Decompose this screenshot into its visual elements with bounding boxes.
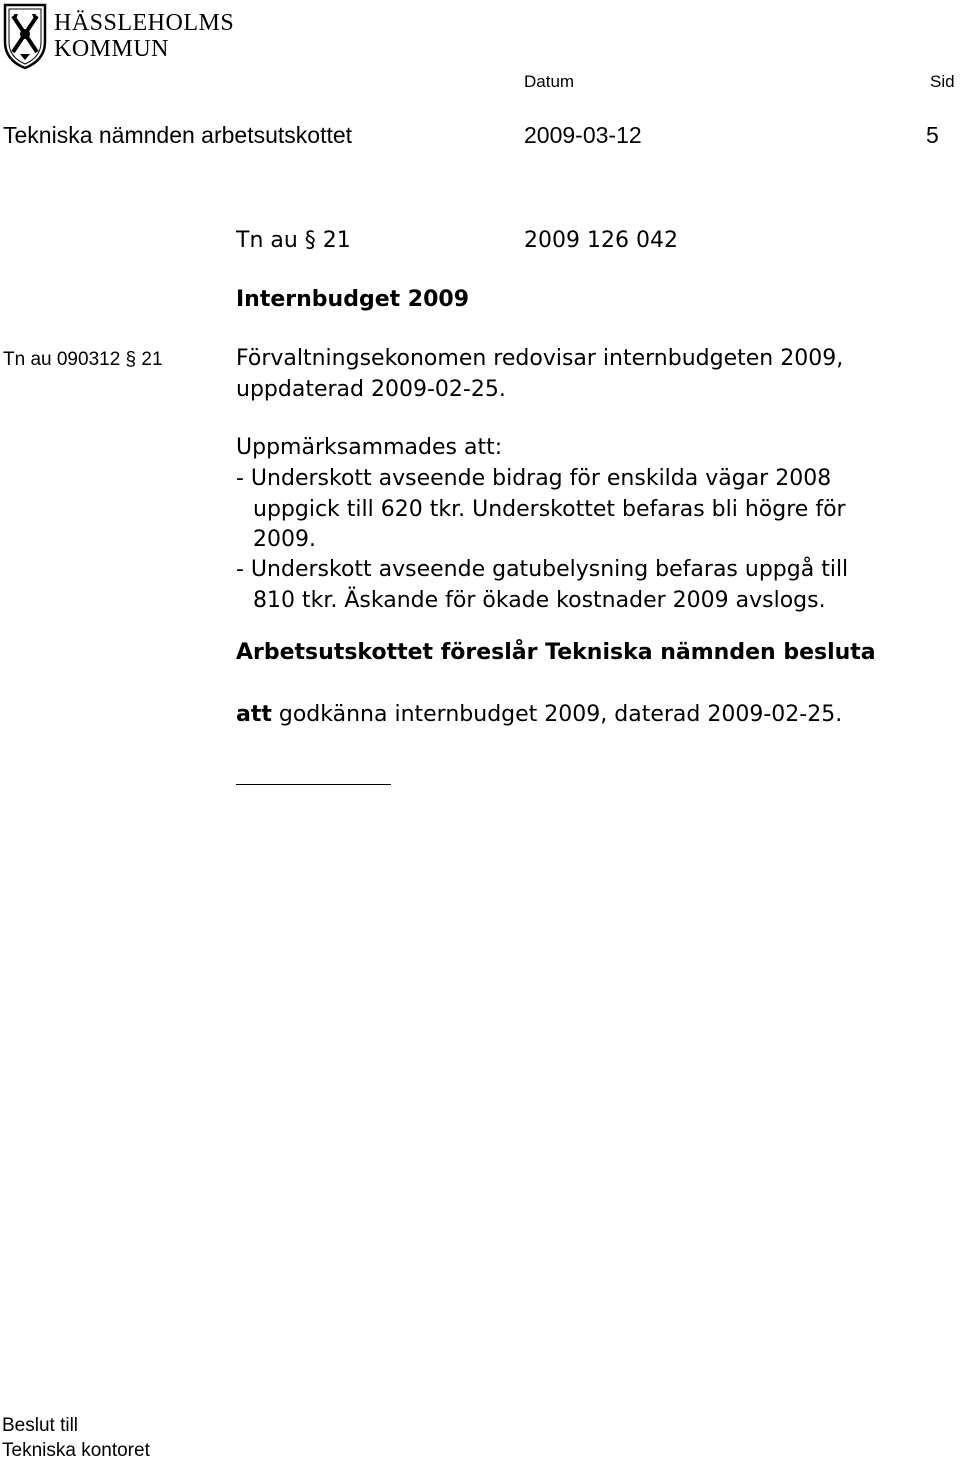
margin-reference: Tn au 090312 § 21 (3, 349, 163, 370)
separator-rule (236, 784, 391, 785)
noted-line: uppgick till 620 tkr. Underskottet befaras bli högre för (253, 497, 846, 522)
logo-line-1: HÄSSLEHOLMS (54, 10, 235, 36)
committee-name: Tekniska nämnden arbetsutskottet (3, 122, 353, 148)
logo-line-2: KOMMUN (54, 36, 170, 62)
distribution-line-2: Tekniska kontoret (2, 1440, 150, 1461)
intro-line-2: uppdaterad 2009-02-25. (236, 377, 506, 402)
decision-line (236, 702, 842, 727)
page-number: 5 (926, 122, 939, 148)
noted-line: 810 tkr. Äskande för ökade kostnader 2009 avslogs. (253, 588, 826, 613)
municipality-logo (2, 2, 242, 72)
sid-label: Sid (930, 72, 955, 91)
item-title: Internbudget 2009 (236, 287, 470, 312)
paragraph-reference: Tn au § 21 (236, 228, 351, 253)
decision-text: godkänna internbudget 2009, daterad 2009-02-25. (271, 702, 843, 727)
decision-att: att (236, 702, 272, 727)
intro-line-1: Förvaltningsekonomen redovisar internbudgeten 2009, (236, 346, 844, 371)
distribution-line-1: Beslut till (2, 1415, 79, 1436)
meeting-date: 2009-03-12 (524, 122, 642, 148)
diary-number: 2009 126 042 (524, 228, 678, 253)
noted-line: - Underskott avseende bidrag för enskilda vägar 2008 (236, 466, 832, 491)
noted-line: 2009. (253, 527, 316, 552)
proposal-heading: Arbetsutskottet föreslår Tekniska nämnden besluta (236, 640, 876, 665)
datum-label: Datum (524, 72, 575, 91)
noted-line: - Underskott avseende gatubelysning befaras uppgå till (236, 557, 849, 582)
noted-heading: Uppmärksammades att: (236, 435, 503, 460)
coat-of-arms-icon (2, 2, 48, 70)
